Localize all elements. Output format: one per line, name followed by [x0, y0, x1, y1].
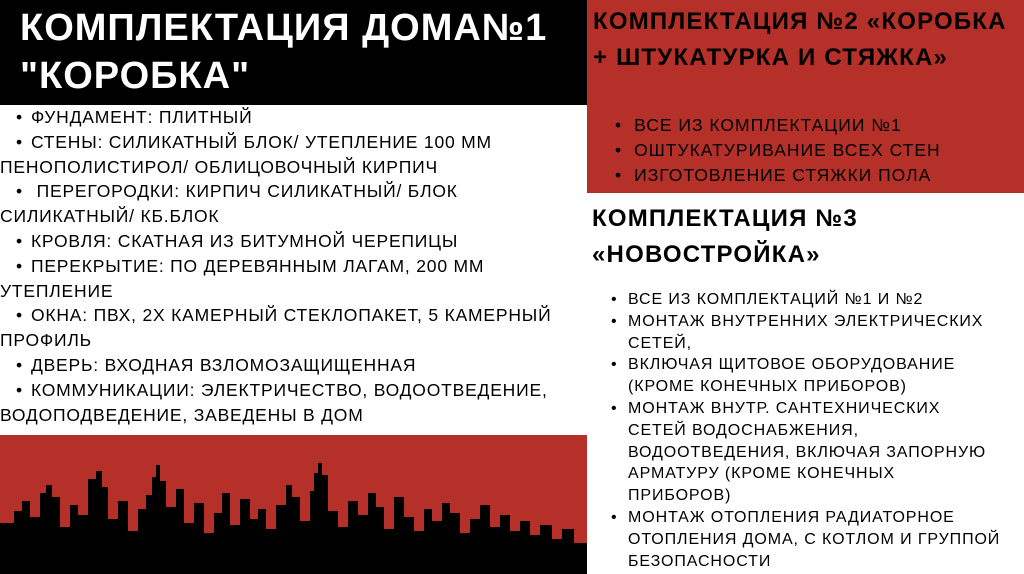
package-1-header	[0, 0, 587, 105]
package-2-title: КОМПЛЕКТАЦИЯ №2 «КОРОБКА + ШТУКАТУРКА И СТЯЖКА»	[593, 8, 1007, 71]
list-item: • ВСЕ ИЗ КОМПЛЕКТАЦИЙ №1 И №2	[611, 289, 1001, 311]
list-item: • МОНТАЖ ОТОПЛЕНИЯ РАДИАТОРНОЕ ОТОПЛЕНИЯ ДОМА, С КОТЛОМ И ГРУППОЙ БЕЗОПАСНОСТИ	[611, 507, 1001, 572]
city-skyline-icon	[0, 435, 587, 574]
list-item: • КОММУНИКАЦИИ: ЭЛЕКТРИЧЕСТВО, ВОДООТВЕДЕНИЕ, ВОДОПОДВЕДЕНИЕ, ЗАВЕДЕНЫ В ДОМ	[0, 378, 582, 428]
list-item: • МОНТАЖ ВНУТРЕННИХ ЭЛЕКТРИЧЕСКИХ СЕТЕЙ,	[611, 311, 1001, 355]
list-item: • КРОВЛЯ: СКАТНАЯ ИЗ БИТУМНОЙ ЧЕРЕПИЦЫ	[0, 229, 582, 254]
list-item: • ИЗГОТОВЛЕНИЕ СТЯЖКИ ПОЛА	[615, 163, 1015, 188]
list-item: • ПЕРЕГОРОДКИ: КИРПИЧ СИЛИКАТНЫЙ/ БЛОК СИЛИКАТНЫЙ/ КБ.БЛОК	[0, 179, 582, 229]
list-item: • ПЕРЕКРЫТИЕ: ПО ДЕРЕВЯННЫМ ЛАГАМ, 200 ММ УТЕПЛЕНИЕ	[0, 254, 582, 304]
package-3-card	[587, 193, 1024, 574]
package-1-body	[0, 105, 587, 435]
package-1-list	[0, 105, 582, 427]
list-item: • ФУНДАМЕНТ: ПЛИТНЫЙ	[0, 105, 582, 130]
list-item: • МОНТАЖ ВНУТР. САНТЕХНИЧЕСКИХ СЕТЕЙ ВОДОСНАБЖЕНИЯ, ВОДООТВЕДЕНИЯ, ВКЛЮЧАЯ ЗАПОРНУЮ АРМАТУРУ (КРОМЕ КОНЕЧНЫХ ПРИБОРОВ)	[611, 398, 1001, 507]
package-3-list	[611, 289, 1001, 572]
package-2-card	[587, 0, 1024, 193]
package-1-title: КОМПЛЕКТАЦИЯ ДОМА№1 "КОРОБКА"	[20, 7, 548, 97]
list-item: • ДВЕРЬ: ВХОДНАЯ ВЗЛОМОЗАЩИЩЕННАЯ	[0, 353, 582, 378]
list-item: • СТЕНЫ: СИЛИКАТНЫЙ БЛОК/ УТЕПЛЕНИЕ 100 ММ ПЕНОПОЛИСТИРОЛ/ ОБЛИЦОВОЧНЫЙ КИРПИЧ	[0, 130, 582, 180]
skyline-banner	[0, 435, 587, 574]
package-2-list	[615, 113, 1015, 188]
list-item: • ВКЛЮЧАЯ ЩИТОВОЕ ОБОРУДОВАНИЕ (КРОМЕ КОНЕЧНЫХ ПРИБОРОВ)	[611, 354, 1001, 398]
package-3-title: КОМПЛЕКТАЦИЯ №3 «НОВОСТРОЙКА»	[592, 205, 858, 268]
list-item: • ОКНА: ПВХ, 2Х КАМЕРНЫЙ СТЕКЛОПАКЕТ, 5 КАМЕРНЫЙ ПРОФИЛЬ	[0, 303, 582, 353]
list-item: • ВСЕ ИЗ КОМПЛЕКТАЦИИ №1	[615, 113, 1015, 138]
list-item: • ОШТУКАТУРИВАНИЕ ВСЕХ СТЕН	[615, 138, 1015, 163]
